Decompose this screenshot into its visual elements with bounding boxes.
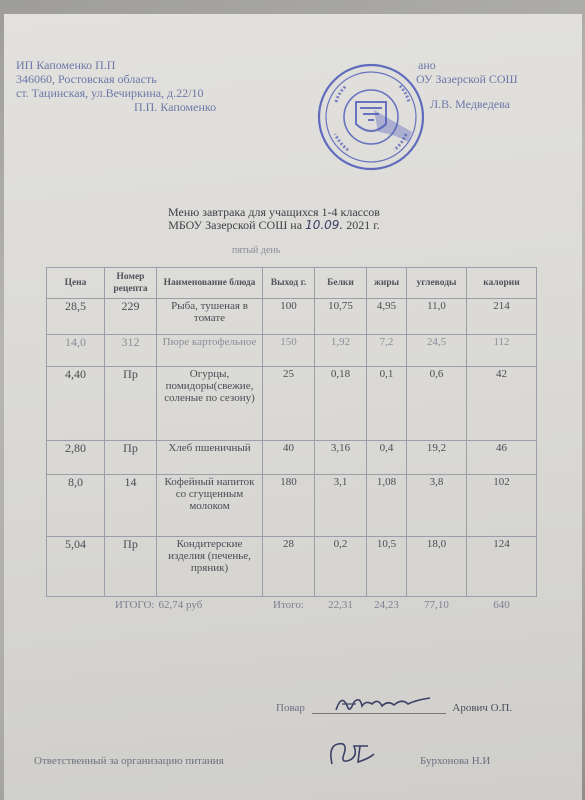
org-line-2: 346060, Ростовская область [16, 72, 157, 86]
cell-kcal: 124 [467, 537, 537, 597]
approval-line-1: ано [418, 58, 436, 72]
organization-header [16, 58, 216, 114]
cell-protein: 3,16 [315, 441, 367, 475]
table-row [47, 299, 537, 335]
table-total-row [47, 597, 537, 613]
approval-line-3: Л.В. Медведева [430, 97, 510, 111]
responsible-handwritten-signature [324, 736, 384, 770]
approval-line-2: ОУ Зазерской СОШ [416, 72, 518, 86]
cell-recipe: Пр [105, 367, 157, 441]
cell-recipe: 229 [105, 299, 157, 335]
cook-handwritten-signature [332, 690, 436, 716]
responsible-signature-line [34, 755, 491, 767]
cell-yield: 40 [263, 441, 315, 475]
cook-label: Повар [276, 702, 305, 714]
menu-title [124, 206, 424, 232]
cell-price: 2,80 [47, 441, 105, 475]
col-kcal: калории [467, 268, 537, 299]
cook-name: Арович О.П. [452, 702, 513, 714]
col-recipe: Номер рецепта [105, 268, 157, 299]
total-kcal: 640 [493, 599, 510, 611]
col-dish: Наименование блюда [157, 268, 263, 299]
cell-price: 5,04 [47, 537, 105, 597]
cell-price: 28,5 [47, 299, 105, 335]
cell-kcal: 112 [467, 335, 537, 367]
cell-dish: Кондитерские изделия (печенье, пряник) [157, 537, 263, 597]
cell-carbs: 11,0 [407, 299, 467, 335]
table-row [47, 335, 537, 367]
table-row [47, 441, 537, 475]
table-row [47, 367, 537, 441]
col-carbs: углеводы [407, 268, 467, 299]
cell-kcal: 46 [467, 441, 537, 475]
title-school: МБОУ Зазерской СОШ на [168, 218, 303, 232]
menu-day: пятый день [232, 245, 281, 256]
cell-fat: 0,1 [367, 367, 407, 441]
col-yield: Выход г. [263, 268, 315, 299]
cell-price: 8,0 [47, 475, 105, 537]
cell-protein: 1,92 [315, 335, 367, 367]
org-line-4: П.П. Капоменко [134, 100, 217, 114]
cell-fat: 4,95 [367, 299, 407, 335]
col-price: Цена [47, 268, 105, 299]
cell-recipe: Пр [105, 537, 157, 597]
cell-recipe: 312 [105, 335, 157, 367]
cell-yield: 100 [263, 299, 315, 335]
cell-fat: 0,4 [367, 441, 407, 475]
cell-protein: 0,2 [315, 537, 367, 597]
total-itogo: Итого: [273, 599, 304, 611]
cell-yield: 150 [263, 335, 315, 367]
org-line-3: ст. Тацинская, ул.Вечиркина, д.22/10 [16, 86, 204, 100]
cell-protein: 3,1 [315, 475, 367, 537]
menu-table [46, 267, 537, 612]
cell-carbs: 0,6 [407, 367, 467, 441]
cell-recipe: 14 [105, 475, 157, 537]
responsible-name: Бурхонова Н.И [420, 755, 491, 767]
responsible-label: Ответственный за организацию питания [34, 755, 224, 767]
cell-yield: 25 [263, 367, 315, 441]
cell-protein: 10,75 [315, 299, 367, 335]
cell-dish: Огурцы, помидоры(свежие, соленые по сезону) [157, 367, 263, 441]
cell-kcal: 214 [467, 299, 537, 335]
title-line-2 [124, 219, 424, 232]
total-sum: 62,74 руб [158, 599, 203, 611]
cell-yield: 180 [263, 475, 315, 537]
cell-price: 4,40 [47, 367, 105, 441]
cell-fat: 1,08 [367, 475, 407, 537]
total-protein: 22,31 [328, 599, 353, 611]
org-line-1: ИП Капоменко П.П [16, 58, 116, 72]
title-line-1: Меню завтрака для учащихся 1-4 классов [168, 205, 380, 219]
cell-dish: Кофейный напиток со сгущенным молоком [157, 475, 263, 537]
cell-dish: Рыба, тушеная в томате [157, 299, 263, 335]
cell-kcal: 102 [467, 475, 537, 537]
table-row [47, 475, 537, 537]
total-label: ИТОГО: [114, 599, 155, 611]
cell-kcal: 42 [467, 367, 537, 441]
cell-price: 14,0 [47, 335, 105, 367]
table-header-row [47, 268, 537, 299]
cell-dish: Хлеб пшеничный [157, 441, 263, 475]
cell-recipe: Пр [105, 441, 157, 475]
cell-fat: 7,2 [367, 335, 407, 367]
table-row [47, 537, 537, 597]
document-sheet [4, 14, 582, 800]
cell-carbs: 3,8 [407, 475, 467, 537]
cell-fat: 10,5 [367, 537, 407, 597]
col-protein: Белки [315, 268, 367, 299]
handwritten-date: 10.09. [305, 218, 344, 232]
col-fat: жиры [367, 268, 407, 299]
cell-protein: 0,18 [315, 367, 367, 441]
approval-block [416, 58, 518, 111]
total-carbs: 77,10 [424, 599, 449, 611]
cell-carbs: 24,5 [407, 335, 467, 367]
cell-dish: Пюре картофельное [157, 335, 263, 367]
title-year: 2021 г. [346, 218, 380, 232]
cell-carbs: 18,0 [407, 537, 467, 597]
cell-yield: 28 [263, 537, 315, 597]
total-fat: 24,23 [374, 599, 399, 611]
cell-carbs: 19,2 [407, 441, 467, 475]
official-seal-stamp [316, 62, 426, 172]
